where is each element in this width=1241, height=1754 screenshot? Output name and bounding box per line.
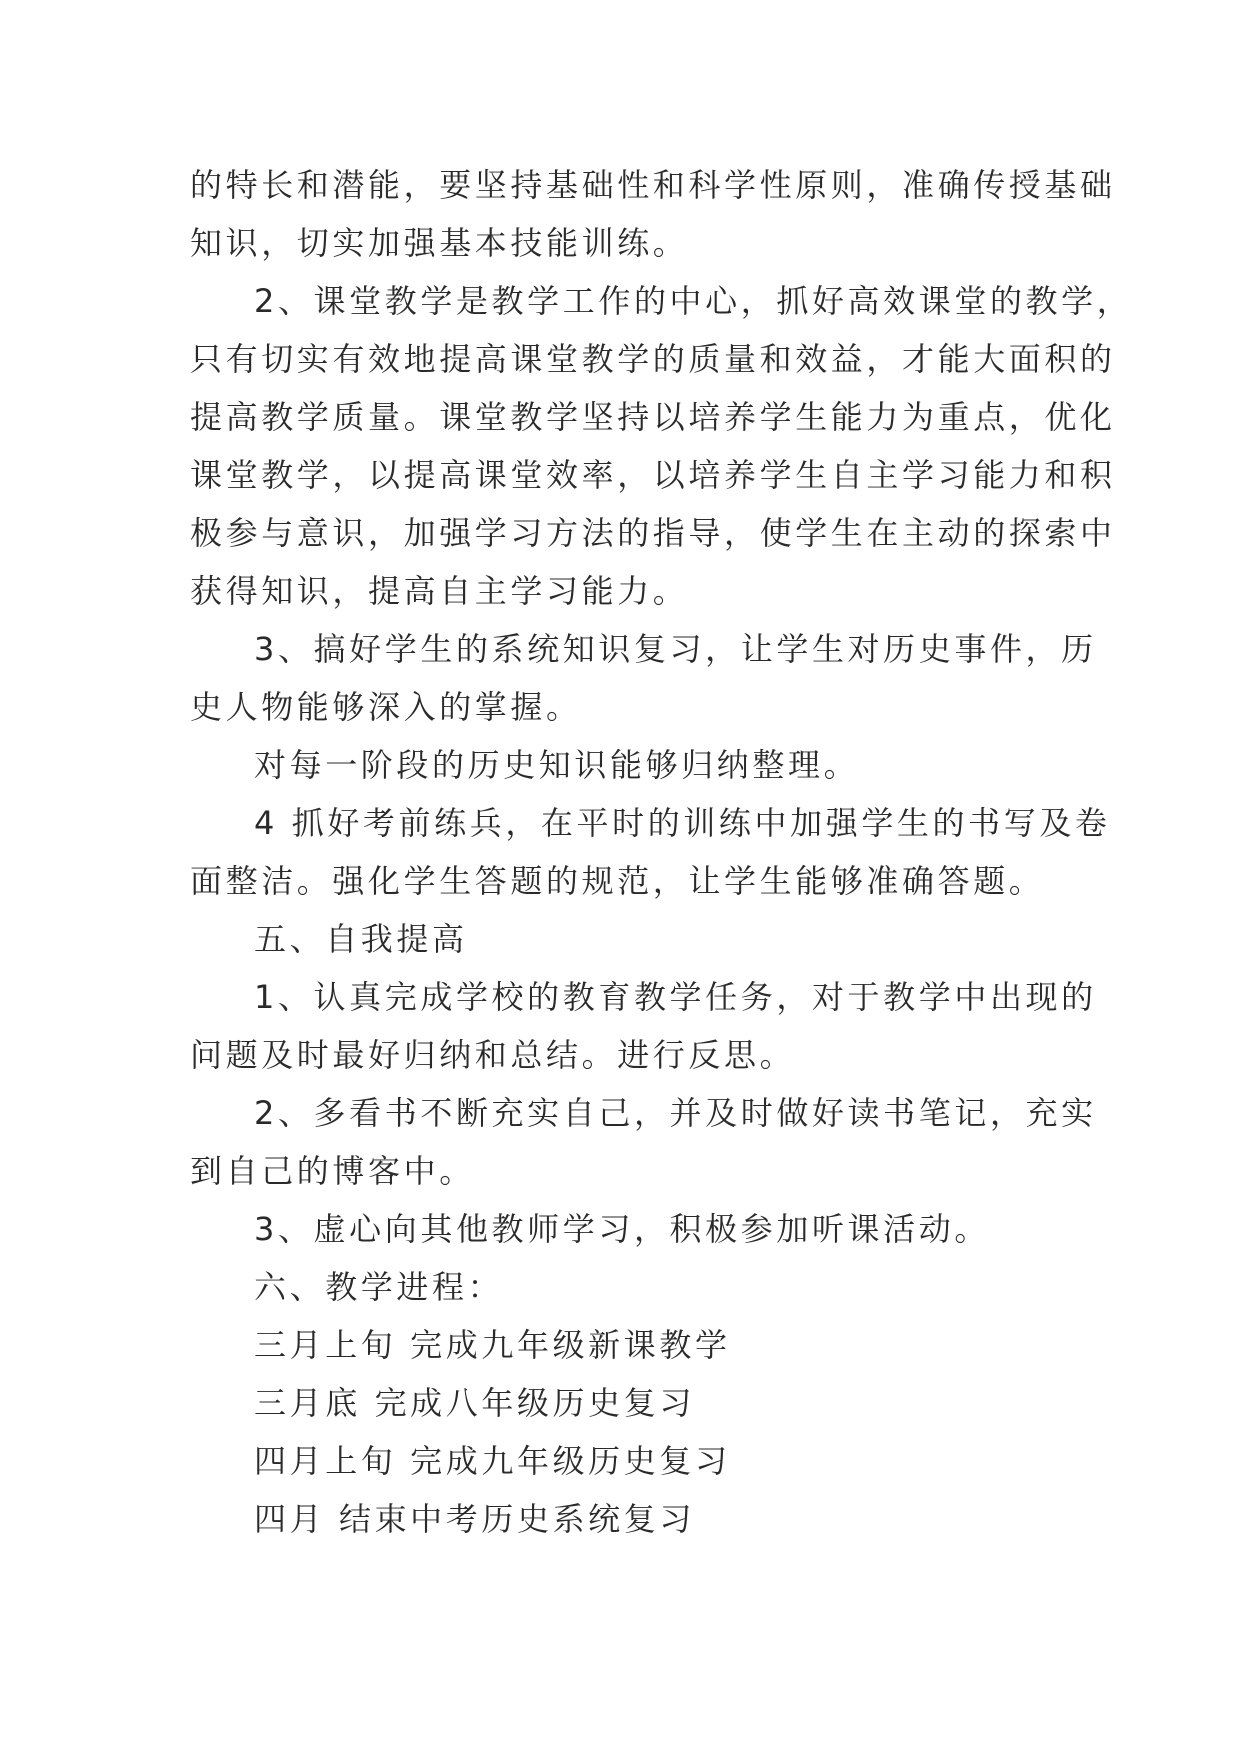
paragraph-first-line: 3、虚心向其他教师学习，积极参加听课活动。 (254, 1210, 990, 1248)
text-line: 面整洁。强化学生答题的规范，让学生能够准确答题。 (190, 862, 1045, 900)
paragraph-first-line: 1、认真完成学校的教育教学任务，对于教学中出现的 (254, 978, 1097, 1016)
text-line: 只有切实有效地提高课堂教学的质量和效益，才能大面积的 (190, 340, 1116, 378)
text-line: 极参与意识，加强学习方法的指导，使学生在主动的探索中 (190, 514, 1116, 552)
paragraph-first-line: 2、课堂教学是教学工作的中心，抓好高效课堂的教学， (254, 282, 1133, 320)
text-line: 史人物能够深入的掌握。 (190, 688, 582, 726)
schedule-item: 三月底 完成八年级历史复习 (254, 1384, 695, 1422)
paragraph-first-line: 3、搞好学生的系统知识复习，让学生对历史事件，历 (254, 630, 1097, 668)
paragraph-first-line: 4 抓好考前练兵，在平时的训练中加强学生的书写及卷 (254, 804, 1111, 842)
schedule-item: 三月上旬 完成九年级新课教学 (254, 1326, 731, 1364)
text-line: 的特长和潜能，要坚持基础性和科学性原则，准确传授基础 (190, 166, 1116, 204)
text-line: 问题及时最好归纳和总结。进行反思。 (190, 1036, 796, 1074)
text-line: 知识，切实加强基本技能训练。 (190, 224, 689, 262)
paragraph-first-line: 2、多看书不断充实自己，并及时做好读书笔记，充实 (254, 1094, 1097, 1132)
section-heading: 六、教学进程： (254, 1268, 504, 1306)
schedule-item: 四月 结束中考历史系统复习 (254, 1500, 695, 1538)
text-line: 获得知识，提高自主学习能力。 (190, 572, 689, 610)
text-line: 到自己的博客中。 (190, 1152, 475, 1190)
schedule-item: 四月上旬 完成九年级历史复习 (254, 1442, 731, 1480)
text-line: 课堂教学，以提高课堂效率，以培养学生自主学习能力和积 (190, 456, 1116, 494)
paragraph-first-line: 对每一阶段的历史知识能够归纳整理。 (254, 746, 860, 784)
text-line: 提高教学质量。课堂教学坚持以培养学生能力为重点，优化 (190, 398, 1116, 436)
section-heading: 五、自我提高 (254, 920, 468, 958)
